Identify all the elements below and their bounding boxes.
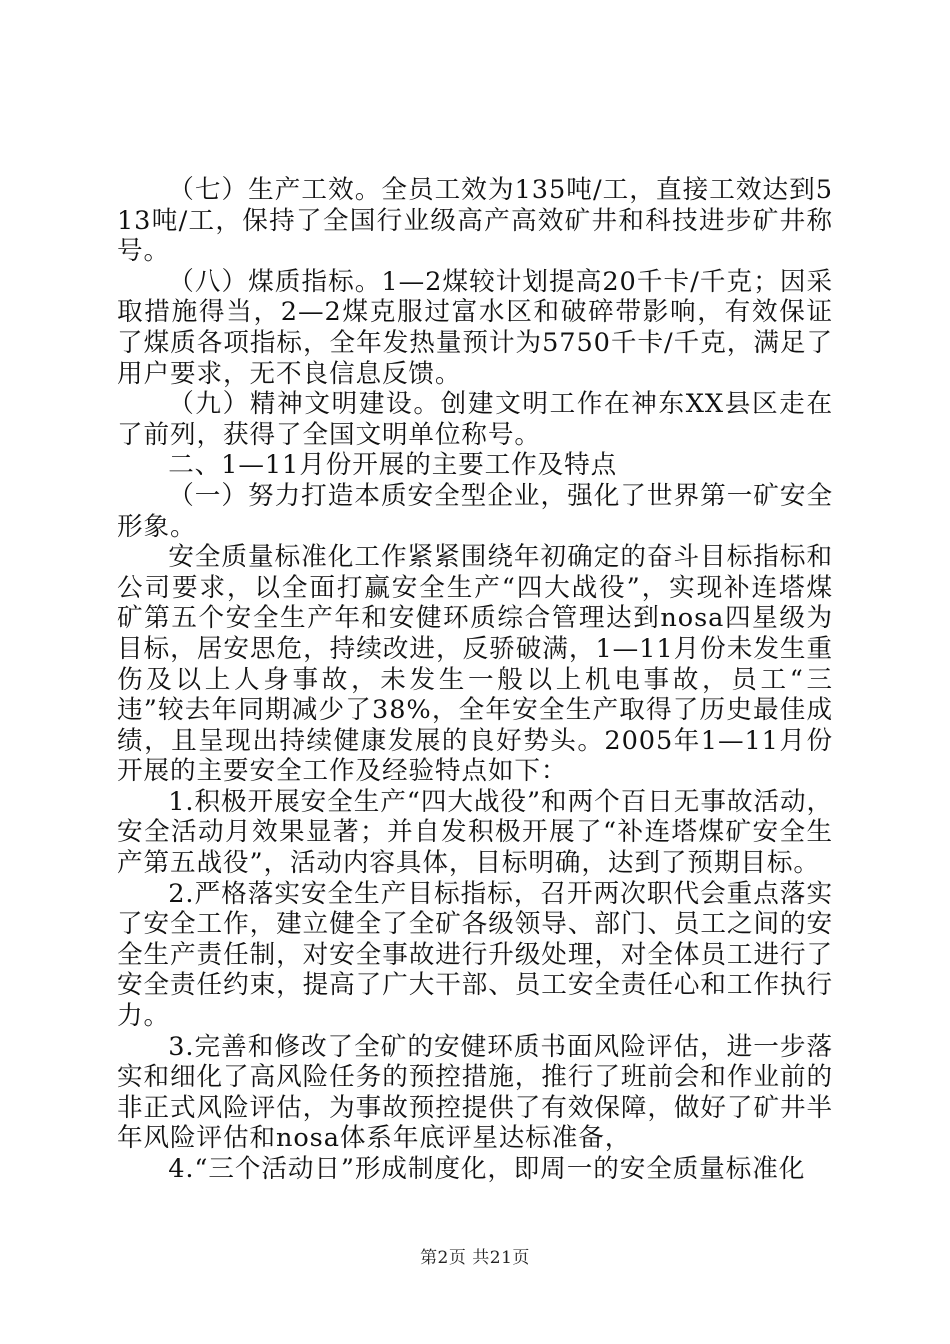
list-item-2: 2.严格落实安全生产目标指标，召开两次职代会重点落实了安全工作，建立健全了全矿各级领导、部门、员工之间的安全生产责任制，对安全事故进行升级处理，对全体员工进行了安全责任约束，提高了广大干部、员工安全责任心和工作执行力。 xyxy=(117,878,833,1032)
page-number: 第2页 共21页 xyxy=(420,1248,530,1268)
list-item-1: 1.积极开展安全生产“四大战役”和两个百日无事故活动，安全活动月效果显著；并自发积极开展了“补连塔煤矿安全生产第五战役”，活动内容具体，目标明确，达到了预期目标。 xyxy=(117,786,833,879)
document-body xyxy=(117,175,833,1185)
list-item-3: 3.完善和修改了全矿的安健环质书面风险评估，进一步落实和细化了高风险任务的预控措施，推行了班前会和作业前的非正式风险评估，为事故预控提供了有效保障，做好了矿井半年风险评估和nosa体系年底评星达标准备， xyxy=(117,1031,833,1154)
paragraph-civilization: （九）精神文明建设。创建文明工作在神东XX县区走在了前列，获得了全国文明单位称号。 xyxy=(117,389,833,450)
section-heading-main-work: 二、1—11月份开展的主要工作及特点 xyxy=(168,450,618,481)
paragraph-productivity: （七）生产工效。全员工效为135吨/工，直接工效达到513吨/工，保持了全国行业级高产高效矿井和科技进步矿井称号。 xyxy=(117,175,833,267)
paragraph-coal-quality: （八）煤质指标。1—2煤较计划提高20千卡/千克；因采取措施得当，2—2煤克服过富水区和破碎带影响，有效保证了煤质各项指标，全年发热量预计为5750千卡/千克，满足了用户要求，无不良信息反馈。 xyxy=(117,266,833,389)
paragraph-safety-summary: 安全质量标准化工作紧紧围绕年初确定的奋斗目标指标和公司要求，以全面打赢安全生产“四大战役”，实现补连塔煤矿第五个安全生产年和安健环质综合管理达到nosa四星级为目标，居安思危，持续改进，反骄破满，1—11月份未发生重伤及以上人身事故，未发生一般以上机电事故，员工“三违”较去年同期减少了38%，全年安全生产取得了历史最佳成绩，且呈现出持续健康发展的良好势头。2005年1—11月份开展的主要安全工作及经验特点如下： xyxy=(117,542,833,787)
list-item-4: 4.“三个活动日”形成制度化，即周一的安全质量标准化 xyxy=(168,1154,806,1184)
subsection-heading-safety: （一）努力打造本质安全型企业，强化了世界第一矿安全形象。 xyxy=(117,480,833,542)
